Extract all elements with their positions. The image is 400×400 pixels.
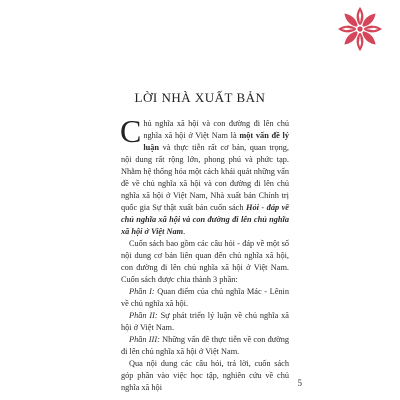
part-label: Phần III:	[129, 335, 160, 344]
body-text	[120, 113, 289, 394]
part-text: Những vấn đề thực tiễn về con đường đi lên chủ nghĩa xã hội ở Việt Nam.	[121, 335, 289, 356]
paragraph-structure: Cuốn sách bao gồm các câu hỏi - đáp về một số nội dung cơ bản liên quan đến chủ nghĩa xã hội, con đường đi lên chủ nghĩa xã hội ở Việt Nam. Cuốn sách được chia thành 3 phần:	[121, 239, 289, 284]
part-text: Sự phát triển lý luận về chủ nghĩa xã hội ở Việt Nam.	[121, 311, 289, 332]
part-item	[121, 334, 289, 358]
drop-cap: C	[120, 113, 142, 149]
paragraph-closing: Qua nội dung các câu hỏi, trả lời, cuốn sách góp phần vào việc học tập, nghiên cứu về chủ nghĩa xã hội	[121, 359, 289, 392]
part-label: Phần I:	[129, 287, 155, 296]
floral-ornament-icon	[335, 4, 385, 54]
page-title: LỜI NHÀ XUẤT BẢN	[134, 90, 266, 105]
part-item	[121, 310, 289, 334]
part-item	[121, 286, 289, 310]
part-text: Quan điểm của chủ nghĩa Mác - Lênin về chủ nghĩa xã hội.	[121, 287, 289, 308]
book-title: Hỏi - đáp về chủ nghĩa xã hội và con đường đi lên chủ nghĩa xã hội ở Việt Nam	[121, 203, 289, 236]
intro-bold-text: một vấn đề lý luận	[143, 131, 289, 152]
page-number: 5	[297, 378, 302, 388]
paragraph-intro	[120, 113, 289, 238]
intro-text-3: .	[183, 227, 186, 236]
intro-text-1: hủ nghĩa xã hội và con đường đi lên chủ nghĩa xã hội ở Việt Nam là	[143, 119, 289, 140]
intro-text-2: và thực tiễn rất cơ bản, quan trọng, nội dung rất rộng lớn, phong phú và phức tạp. Nhằm hệ thống hóa một cách khái quát những vấn đề về chủ nghĩa xã hội và con đường đi lên chủ nghĩa xã hội ở Việt Nam, Nhà xuất bản Chính trị quốc gia Sự thật xuất bản cuốn sách	[121, 143, 289, 212]
part-label: Phần II:	[129, 311, 158, 320]
